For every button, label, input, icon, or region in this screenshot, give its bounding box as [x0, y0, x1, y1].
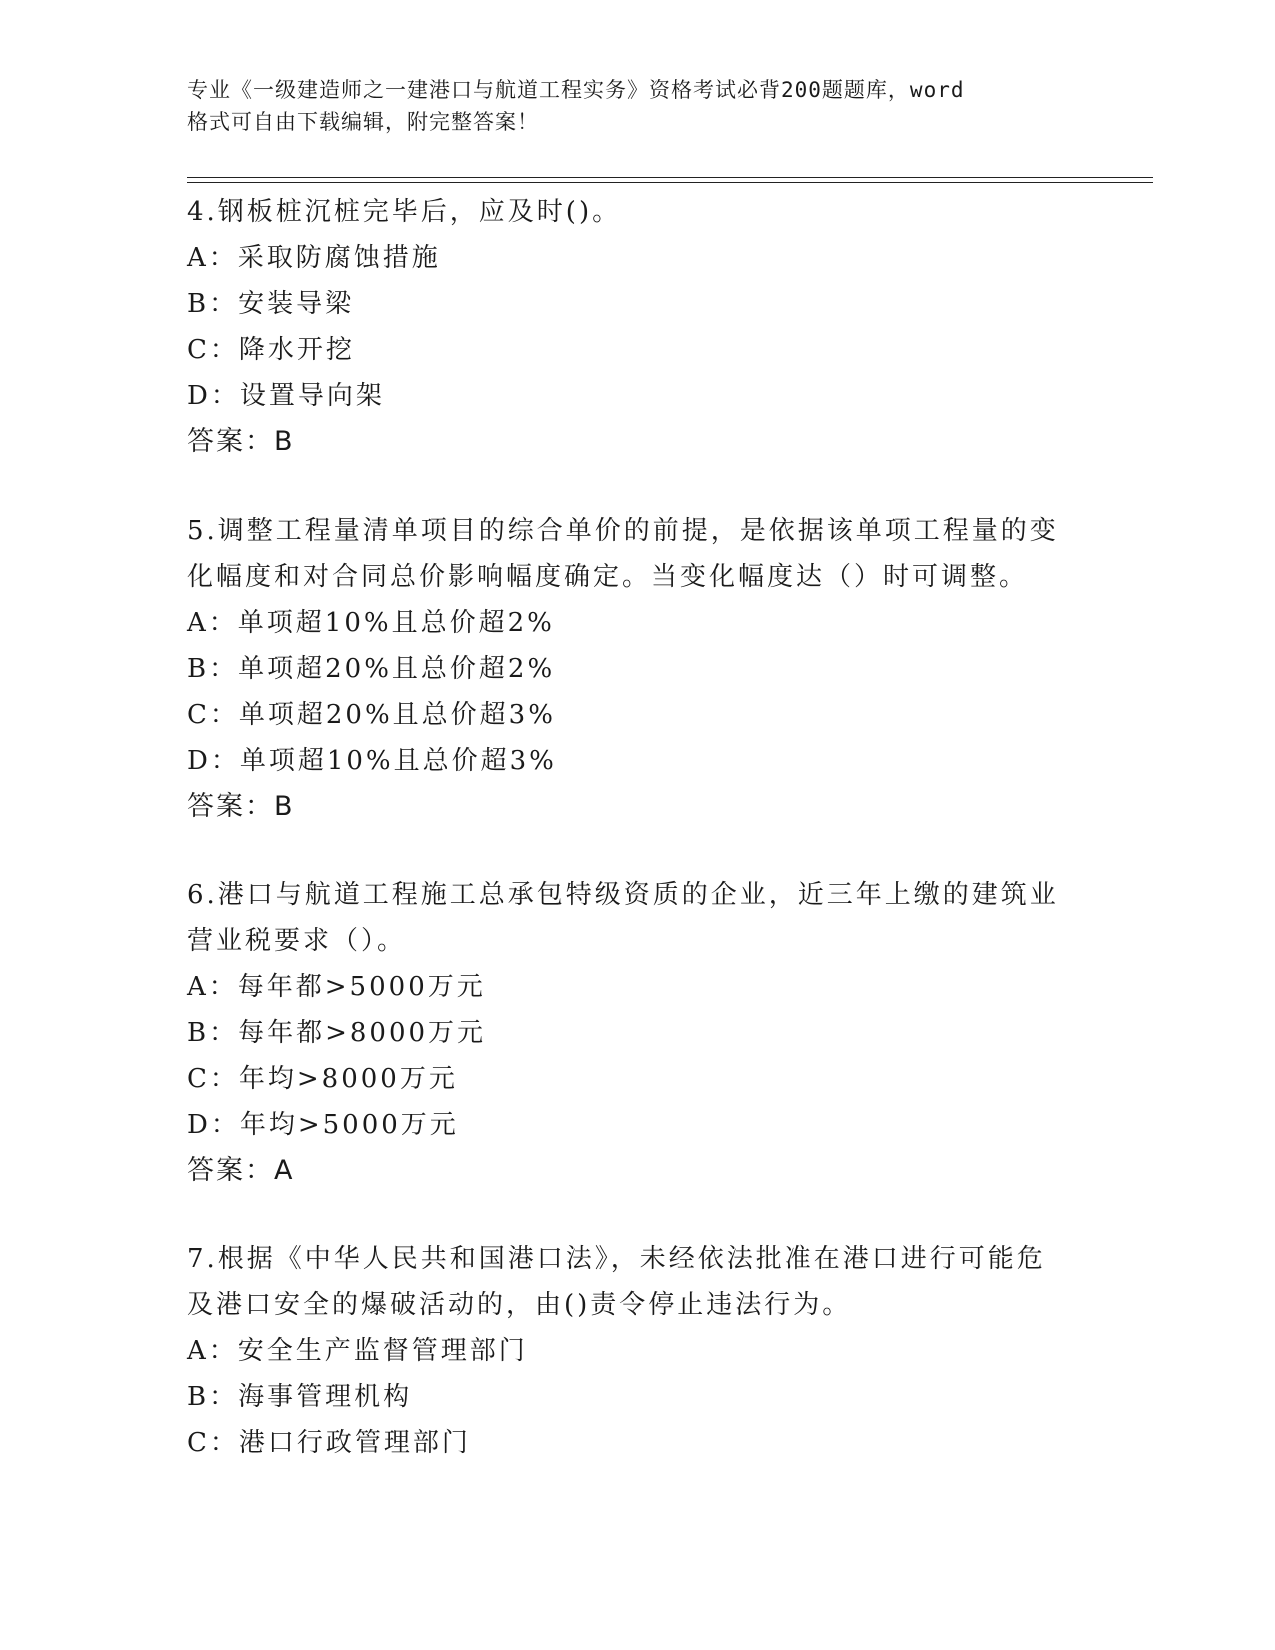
option-c: C：降水开挖	[187, 335, 355, 365]
question-4	[187, 189, 1067, 465]
header-line-2: 格式可自由下载编辑，附完整答案！	[187, 110, 539, 134]
question-stem-line: 营业税要求（）。	[187, 926, 407, 956]
option-a: A：安全生产监督管理部门	[187, 1336, 528, 1366]
option-a: A：每年都>5000万元	[187, 972, 486, 1002]
option-a: A：单项超10%且总价超2%	[187, 608, 555, 638]
header-line-1: 专业《一级建造师之一建港口与航道工程实务》资格考试必背200题题库，word	[187, 78, 965, 102]
question-stem-line: 4.钢板桩沉桩完毕后，应及时()。	[187, 197, 622, 227]
header-divider-bottom	[187, 182, 1153, 183]
option-a: A：采取防腐蚀措施	[187, 243, 441, 273]
question-stem-line: 7.根据《中华人民共和国港口法》，未经依法批准在港口进行可能危	[187, 1244, 1046, 1274]
option-c: C：年均>8000万元	[187, 1064, 458, 1094]
option-b: B：每年都>8000万元	[187, 1018, 487, 1048]
option-d: D：年均>5000万元	[187, 1110, 459, 1140]
answer: 答案：B	[187, 791, 295, 822]
question-7	[187, 1236, 1067, 1466]
option-c: C：单项超20%且总价超3%	[187, 700, 556, 730]
question-6	[187, 872, 1067, 1194]
question-stem-line: 及港口安全的爆破活动的，由()责令停止违法行为。	[187, 1290, 852, 1320]
question-stem-line: 6.港口与航道工程施工总承包特级资质的企业，近三年上缴的建筑业	[187, 880, 1059, 910]
question-stem-line: 5.调整工程量清单项目的综合单价的前提，是依据该单项工程量的变	[187, 516, 1059, 546]
question-stem-line: 化幅度和对合同总价影响幅度确定。当变化幅度达（）时可调整。	[187, 562, 1029, 592]
option-b: B：单项超20%且总价超2%	[187, 654, 556, 684]
option-b: B：海事管理机构	[187, 1382, 413, 1412]
page-header	[187, 74, 1067, 138]
option-c: C：港口行政管理部门	[187, 1428, 471, 1458]
question-5	[187, 508, 1067, 830]
answer: 答案：B	[187, 426, 295, 457]
option-d: D：单项超10%且总价超3%	[187, 746, 557, 776]
answer: 答案：A	[187, 1155, 295, 1186]
option-b: B：安装导梁	[187, 289, 355, 319]
header-divider-top	[187, 177, 1153, 178]
option-d: D：设置导向架	[187, 381, 385, 411]
